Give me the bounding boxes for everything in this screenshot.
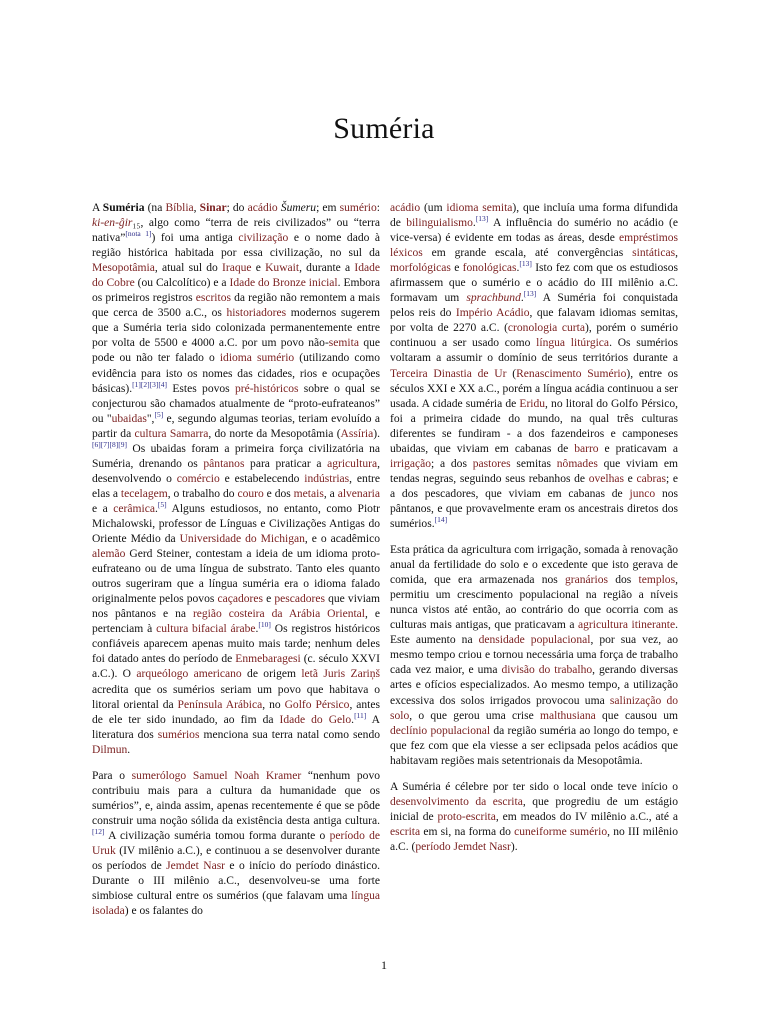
article-link[interactable]: letã — [301, 668, 319, 681]
article-link[interactable]: salinização do solo — [390, 694, 678, 722]
article-link[interactable]: Península Arábica — [177, 698, 263, 711]
article-link[interactable]: Império Acádio — [455, 307, 530, 320]
article-link[interactable]: Eridu — [519, 397, 546, 410]
page-title: Suméria — [333, 112, 435, 145]
article-link[interactable]: pastores — [472, 457, 511, 470]
article-link[interactable]: proto-escrita — [437, 810, 496, 823]
citation-link[interactable]: [14] — [434, 515, 448, 525]
article-link[interactable]: arqueólogo americano — [136, 668, 242, 681]
article-link[interactable]: Golfo Pérsico — [284, 698, 350, 711]
article-link[interactable]: nômades — [556, 457, 598, 470]
citation-link[interactable]: [1][2][3][4] — [132, 379, 168, 389]
article-link[interactable]: escrita — [390, 825, 421, 838]
article-link[interactable]: Jemdet Nasr — [166, 860, 226, 873]
article-link[interactable]: cerâmica — [113, 502, 155, 515]
article-link[interactable]: pântanos — [203, 457, 245, 470]
article-link[interactable]: sumérios — [157, 728, 200, 741]
article-link[interactable]: Renascimento Sumério — [516, 367, 627, 380]
article-link[interactable]: granários — [565, 574, 608, 587]
article-link[interactable]: Bíblia — [165, 202, 194, 214]
article-link[interactable]: sprachbund — [466, 292, 521, 305]
paragraph: A Suméria é célebre por ter sido o local onde teve início o desenvolvimento da escrita, que progrediu de um estágio inicial de proto-escrita, em meados do IV milênio a.C., até a escrita em si, na forma do cuneiforme sumério, no III milênio a.C. (período Jemdet Nasr). — [390, 780, 679, 853]
paragraph: Esta prática da agricultura com irrigação, somada à renovação anual da fertilidade do solo e o excedente que isto gerava de comida, que era armazenada nos granários dos templos, permitiu um crescimento populacional na região a níveis nunca vistos até então, ao contrário do que ocorria com as culturas mais antigas, que praticavam a agricultura itinerante. Este aumento na densidade populacional, por sua vez, ao mesmo tempo criou e tornou necessária uma força de trabalho cada vez maior, e uma divisão do trabalho, gerando diversas artes e ofícios especializados. Ao mesmo tempo, a utilização excessiva dos solos irrigados provocou uma salinização do solo, o que gerou uma crise malthusiana que causou um declínio populacional da região suméria ao longo do tempo, e que fez com que ela viesse a ser eclipsada pelos acádios que habitavam regiões mais setentrionais da Mesopotâmia. — [390, 544, 679, 767]
article-link[interactable]: templos — [638, 574, 676, 587]
article-link[interactable]: comércio — [176, 472, 220, 485]
article-link[interactable]: pré-históricos — [234, 382, 299, 395]
article-link[interactable]: caçadores — [217, 593, 263, 606]
citation-link[interactable]: [13] — [519, 259, 532, 269]
article-link[interactable]: período Jemdet Nasr — [415, 840, 511, 853]
article-link[interactable]: fonológicas — [462, 262, 517, 275]
article-link[interactable]: língua isolada — [92, 890, 380, 918]
article-link[interactable]: ubaidas — [111, 412, 147, 425]
article-link[interactable]: pescadores — [274, 593, 326, 606]
article-link[interactable]: acádio — [247, 202, 278, 214]
article-link[interactable]: sintáticas — [632, 247, 676, 260]
bold-term: Suméria — [102, 202, 145, 214]
article-link[interactable]: cabras — [636, 472, 666, 485]
article-link[interactable]: Idade do Bronze inicial — [229, 277, 338, 290]
italic-term: Šumeru — [280, 202, 317, 214]
article-link[interactable]: bilinguialismo — [406, 217, 473, 230]
page-number: 1 — [381, 958, 387, 972]
article-link[interactable]: região costeira da Arábia Oriental — [192, 608, 366, 621]
right-column — [390, 201, 678, 866]
article-link[interactable]: Enmebaragesi — [235, 653, 301, 666]
article-link[interactable]: sumério — [339, 202, 377, 214]
citation-link[interactable]: [5] — [154, 409, 164, 419]
article-link[interactable]: alvenaria — [337, 487, 380, 500]
article-link[interactable]: Terceira Dinastia de Ur — [390, 367, 507, 380]
citation-link[interactable]: [6][7][8][9] — [92, 439, 127, 449]
article-link[interactable]: desenvolvimento da escrita — [390, 795, 523, 808]
citation-link[interactable]: [10] — [258, 620, 271, 630]
article-link[interactable]: cronologia curta — [507, 322, 585, 335]
article-link[interactable]: cuneiforme sumério — [514, 825, 608, 838]
article-link[interactable]: Idade do Cobre — [92, 262, 381, 290]
article-link[interactable]: Universidade do Michigan — [179, 533, 305, 546]
article-link[interactable]: Juris Zariņš — [323, 668, 381, 681]
article-link[interactable]: agricultura itinerante — [578, 619, 676, 632]
article-link[interactable]: Mesopotâmia — [92, 262, 155, 275]
article-link[interactable]: densidade populacional — [478, 634, 591, 647]
article-link[interactable]: cultura Samarra — [134, 427, 209, 440]
article-link[interactable]: declínio populacional — [390, 724, 491, 737]
article-link[interactable]: Dilmun — [92, 743, 128, 756]
left-column — [92, 201, 380, 930]
article-link[interactable]: ovelhas — [588, 472, 624, 485]
article-link[interactable]: irrigação — [390, 457, 432, 470]
article-link[interactable]: Idade do Gelo — [279, 713, 352, 726]
article-link[interactable]: civilização — [238, 232, 289, 245]
article-link[interactable]: morfológicas — [390, 262, 451, 275]
paragraph: acádio (um idioma semita), que incluía uma forma difundida de bilinguialismo.[13] A influência do sumério no acádio (e vice-versa) é evidente em todas as áreas, desde empréstimos léxicos em grande escala, até convergências sintáticas, morfológicas e fonológicas.[13] Isto fez com que os estudiosos afirmassem que o sumério e o acádio do III milênio a.C. formavam um sprachbund.[13] A Suméria foi conquistada pelos reis do Império Acádio, que falavam idiomas semitas, por volta de 2270 a.C. (cronologia curta), porém o sumério continuou a ser usado como língua litúrgica. Os sumérios voltaram a assumir o domínio de seus territórios durante a Terceira Dinastia de Ur (Renascimento Sumério), entre os séculos XXI e XX a.C., porém a língua acádia continuou a ser usada. A cidade suméria de Eridu, no litoral do Golfo Pérsico, foi a primeira cidade do mundo, na qual três culturas diferentes se fundiram - a dos fazendeiros e camponeses ubaidas, que viviam em cabanas de barro e praticavam a irrigação; a dos pastores semitas nômades que viviam em tendas negras, seguindo seus rebanhos de ovelhas e cabras; e a dos pescadores, que viviam em cabanas de junco nos pântanos, e que provavelmente eram os ancestrais diretos dos sumérios.[14] — [390, 202, 679, 530]
article-link[interactable]: idioma sumério — [219, 352, 295, 365]
article-link[interactable]: empréstimos léxicos — [390, 232, 678, 260]
citation-link[interactable]: [13] — [523, 289, 537, 299]
article-link[interactable]: período de Uruk — [92, 829, 380, 857]
article-link[interactable]: língua litúrgica — [536, 337, 610, 350]
article-link[interactable]: metais — [293, 487, 324, 500]
article-link[interactable]: divisão do trabalho — [501, 664, 593, 677]
article-link[interactable]: Sinar — [199, 202, 227, 214]
article-link[interactable]: cultura bifacial árabe — [156, 623, 256, 636]
article-link[interactable]: alemão — [92, 548, 126, 561]
citation-link[interactable]: [nota 1] — [125, 229, 152, 239]
citation-link[interactable]: [5] — [157, 500, 167, 510]
article-link[interactable]: Kuwait — [265, 262, 300, 275]
article-link[interactable]: sumerólogo — [131, 769, 187, 782]
article-link[interactable]: indústrias — [304, 472, 350, 485]
article-link[interactable]: ki-en-ĝir — [92, 217, 133, 230]
article-link[interactable]: malthusiana — [540, 709, 596, 722]
article-link[interactable]: junco — [629, 487, 656, 500]
article-link[interactable]: escritos — [195, 292, 231, 305]
article-link[interactable]: agricultura — [327, 457, 378, 470]
paragraph: Para o sumerólogo Samuel Noah Kramer “nenhum povo contribuiu mais para a cultura da humanidade que os sumérios”, e, ainda assim, apenas recentemente é que se pôde construir uma noção sólida da existência desta antiga cultura.[12] A civilização suméria tomou forma durante o período de Uruk (IV milênio a.C.), e continuou a se desenvolver durante os períodos de Jemdet Nasr e o início do período dinástico. Durante o III milênio a.C., desenvolveu-se uma forte simbiose cultural entre os sumérios (que falavam uma língua isolada) e os falantes do — [92, 769, 380, 918]
article-link[interactable]: tecelagem — [120, 487, 168, 500]
article-link[interactable]: barro — [574, 442, 599, 455]
citation-link[interactable]: [12] — [92, 827, 105, 837]
citation-link[interactable]: [11] — [354, 710, 367, 720]
article-link[interactable]: semita — [328, 337, 359, 350]
article-link[interactable]: Samuel Noah Kramer — [192, 769, 302, 782]
citation-link[interactable]: [13] — [475, 214, 489, 224]
article-link[interactable]: couro — [237, 487, 264, 500]
article-link[interactable]: acádio — [390, 202, 421, 214]
article-link[interactable]: Assíria — [340, 427, 374, 440]
article-link[interactable]: historiadores — [226, 307, 287, 320]
article-link[interactable]: Iraque — [222, 262, 252, 275]
article-link[interactable]: idioma semita — [446, 202, 513, 214]
paragraph: A Suméria (na Bíblia, Sinar; do acádio Šumeru; em sumério: ki-en-ĝir₁₅, algo como “terra de reis civilizados” ou “terra nativa”[nota 1]) foi uma antiga civilização e o nome dado à região histórica habitada por essa civilização, no sul da Mesopotâmia, atual sul do Iraque e Kuwait, durante a Idade do Cobre (ou Calcolítico) e a Idade do Bronze inicial. Embora os primeiros registros escritos da região não remontem a mais que cerca de 3500 a.C., os historiadores modernos sugerem que a Suméria teria sido colonizada permanentemente entre por volta de 5500 e 4000 a.C. por um povo não-semita que pode ou não ter falado o idioma sumério (utilizando como evidência para isto os nomes das cidades, rios e ocupações básicas).[1][2][3][4] Estes povos pré-históricos sobre o qual se conjecturou são chamados atualmente de “proto-eufrateanos” ou "ubaidas",[5] e, segundo algumas teorias, teriam evoluído a partir da cultura Samarra, do norte da Mesopotâmia (Assíria).[6][7][8][9] Os ubaidas foram a primeira força civilizatória na Suméria, drenando os pântanos para praticar a agricultura, desenvolvendo o comércio e estabelecendo indústrias, entre elas a tecelagem, o trabalho do couro e dos metais, a alvenaria e a cerâmica.[5] Alguns estudiosos, no entanto, como Piotr Michalowski, professor de Línguas e Civilizações Antigas do Oriente Médio da Universidade do Michigan, e o acadêmico alemão Gerd Steiner, contestam a ideia de um idioma proto-eufrateano ou de uma língua de substrato. Tanto eles quanto outros sugeriram que a língua suméria era o idioma falado originalmente pelos povos caçadores e pescadores que viviam nos pântanos e na região costeira da Arábia Oriental, e pertenciam à cultura bifacial árabe.[10] Os registros históricos confiáveis aparecem apenas muito mais tarde; nenhum deles foi datado antes do período de Enmebaragesi (c. século XXVI a.C.). O arqueólogo americano de origem letã Juris Zariņš acredita que os sumérios seriam um povo que habitava o litoral oriental da Península Arábica, no Golfo Pérsico, antes de ele ter sido inundado, ao fim da Idade do Gelo.[11] A literatura dos sumérios menciona sua terra natal como sendo Dilmun. — [92, 202, 381, 756]
